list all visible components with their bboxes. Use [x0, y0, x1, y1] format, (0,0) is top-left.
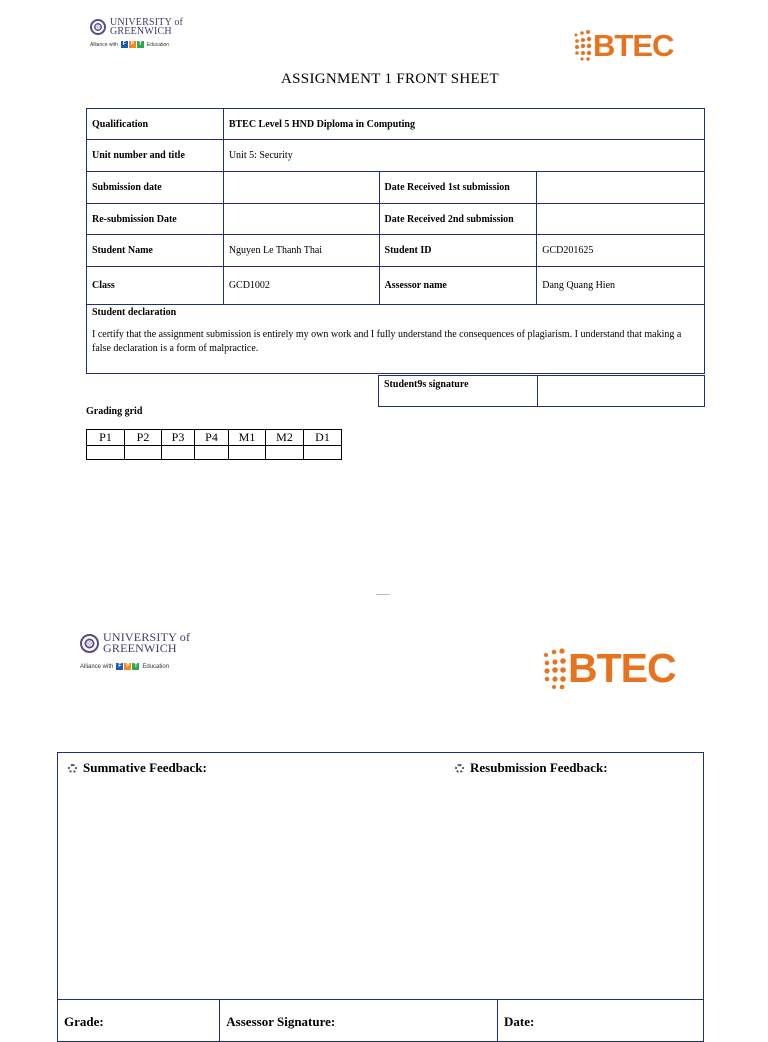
- grade-col-p1: P1: [87, 430, 125, 446]
- education-text: Education: [146, 41, 170, 48]
- student-id-label: Student ID: [379, 235, 537, 267]
- btec-wordmark: BTEC: [593, 28, 674, 63]
- fpt-logo: [121, 41, 144, 48]
- assessor-signature-label: Assessor Signature:: [220, 1000, 498, 1042]
- grade-label: Grade:: [58, 1000, 220, 1042]
- grade-cell[interactable]: [87, 446, 125, 460]
- grading-grid-label: Grading grid: [86, 406, 143, 417]
- btec-wordmark: BTEC: [568, 645, 676, 691]
- grade-cell[interactable]: [229, 446, 266, 460]
- resubmission-feedback-heading: [455, 760, 608, 776]
- qualification-label: Qualification: [87, 109, 224, 140]
- row-unit: [87, 140, 705, 172]
- signature-table: [378, 375, 705, 407]
- grade-col-p2: P2: [125, 430, 162, 446]
- row-submission: [87, 172, 705, 204]
- row-student: [87, 235, 705, 267]
- alliance-line: [90, 41, 183, 48]
- resubmission-date-field[interactable]: [223, 204, 379, 235]
- date-received-2nd-field[interactable]: [537, 204, 705, 235]
- submission-date-field[interactable]: [223, 172, 379, 204]
- fpt-letter-p: P: [126, 663, 130, 669]
- grade-cell[interactable]: [125, 446, 162, 460]
- front-sheet-table: [86, 108, 705, 374]
- fpt-letter-f: F: [122, 41, 126, 47]
- grade-cell[interactable]: [195, 446, 229, 460]
- university-line1: UNIVERSITY of: [110, 17, 184, 28]
- university-seal-icon: [80, 634, 99, 653]
- date-label: Date:: [504, 1014, 535, 1029]
- summative-feedback-heading: [68, 760, 207, 776]
- declaration-heading: Student declaration: [92, 307, 177, 318]
- feedback-footer: [58, 1000, 703, 1042]
- assessor-name-label: Assessor name: [379, 267, 537, 305]
- grading-value-row: [87, 446, 342, 460]
- fpt-letter-t: T: [138, 41, 142, 47]
- unit-label: Unit number and title: [87, 140, 224, 172]
- grade-cell[interactable]: [162, 446, 195, 460]
- row-declaration: [87, 305, 705, 374]
- assessor-name-value: Dang Quang Hien: [537, 267, 705, 305]
- fpt-letter-t: T: [134, 663, 138, 669]
- date-received-1st-label: Date Received 1st submission: [379, 172, 537, 204]
- row-class: [87, 267, 705, 305]
- summative-feedback-label: Summative Feedback:: [83, 760, 207, 775]
- fpt-logo: [116, 663, 139, 670]
- grade-cell[interactable]: [304, 446, 342, 460]
- alliance-text: Alliance with: [80, 663, 114, 670]
- resubmission-feedback-label: Resubmission Feedback:: [470, 760, 608, 775]
- date-received-2nd-label: Date Received 2nd submission: [379, 204, 537, 235]
- grade-col-d1: D1: [304, 430, 342, 446]
- page-title: ASSIGNMENT 1 FRONT SHEET: [281, 71, 499, 87]
- class-value: GCD1002: [223, 267, 379, 305]
- date-received-1st-field[interactable]: [537, 172, 705, 204]
- btec-logo-page2: [542, 645, 676, 692]
- alliance-line: [80, 663, 190, 670]
- grade-col-m2: M2: [266, 430, 304, 446]
- row-qualification: [87, 109, 705, 140]
- unit-value: Unit 5: Security: [223, 140, 704, 172]
- grade-cell[interactable]: [266, 446, 304, 460]
- fpt-letter-f: F: [118, 663, 122, 669]
- declaration-text: I certify that the assignment submission is entirely my own work and I fully understand the consequences of plagiarism. I understand that making a false declaration is a form of malpractice.: [92, 329, 682, 354]
- university-line2: GREENWICH: [110, 26, 172, 37]
- qualification-value: BTEC Level 5 HND Diploma in Computing: [223, 109, 704, 140]
- student-id-value: GCD201625: [537, 235, 705, 267]
- feedback-box: [57, 752, 704, 1042]
- gear-icon: [68, 764, 77, 773]
- grade-col-p3: P3: [162, 430, 195, 446]
- btec-dots-icon: [573, 29, 593, 63]
- class-label: Class: [87, 267, 224, 305]
- student-name-label: Student Name: [87, 235, 224, 267]
- university-seal-icon: [90, 19, 106, 35]
- btec-logo: [573, 28, 673, 64]
- page-divider: [376, 594, 390, 595]
- university-logo-page2: [80, 632, 190, 670]
- alliance-text: Alliance with: [90, 41, 118, 48]
- grade-col-p4: P4: [195, 430, 229, 446]
- fpt-letter-p: P: [130, 41, 134, 47]
- btec-dots-icon: [542, 647, 568, 691]
- education-text: Education: [142, 663, 170, 670]
- gear-icon: [455, 764, 464, 773]
- row-resubmission: [87, 204, 705, 235]
- resubmission-date-label: Re-submission Date: [87, 204, 224, 235]
- university-line2: GREENWICH: [103, 641, 177, 655]
- grading-header-row: [87, 430, 342, 446]
- grading-grid: [86, 429, 342, 460]
- grade-col-m1: M1: [229, 430, 266, 446]
- university-name: [110, 18, 183, 36]
- university-name: [103, 632, 190, 654]
- student-signature-field[interactable]: [538, 376, 705, 407]
- student-name-value: Nguyen Le Thanh Thai: [223, 235, 379, 267]
- submission-date-label: Submission date: [87, 172, 224, 204]
- student-signature-label: Student9s signature: [379, 376, 538, 407]
- university-logo: [90, 18, 183, 48]
- university-line1: UNIVERSITY of: [103, 630, 191, 644]
